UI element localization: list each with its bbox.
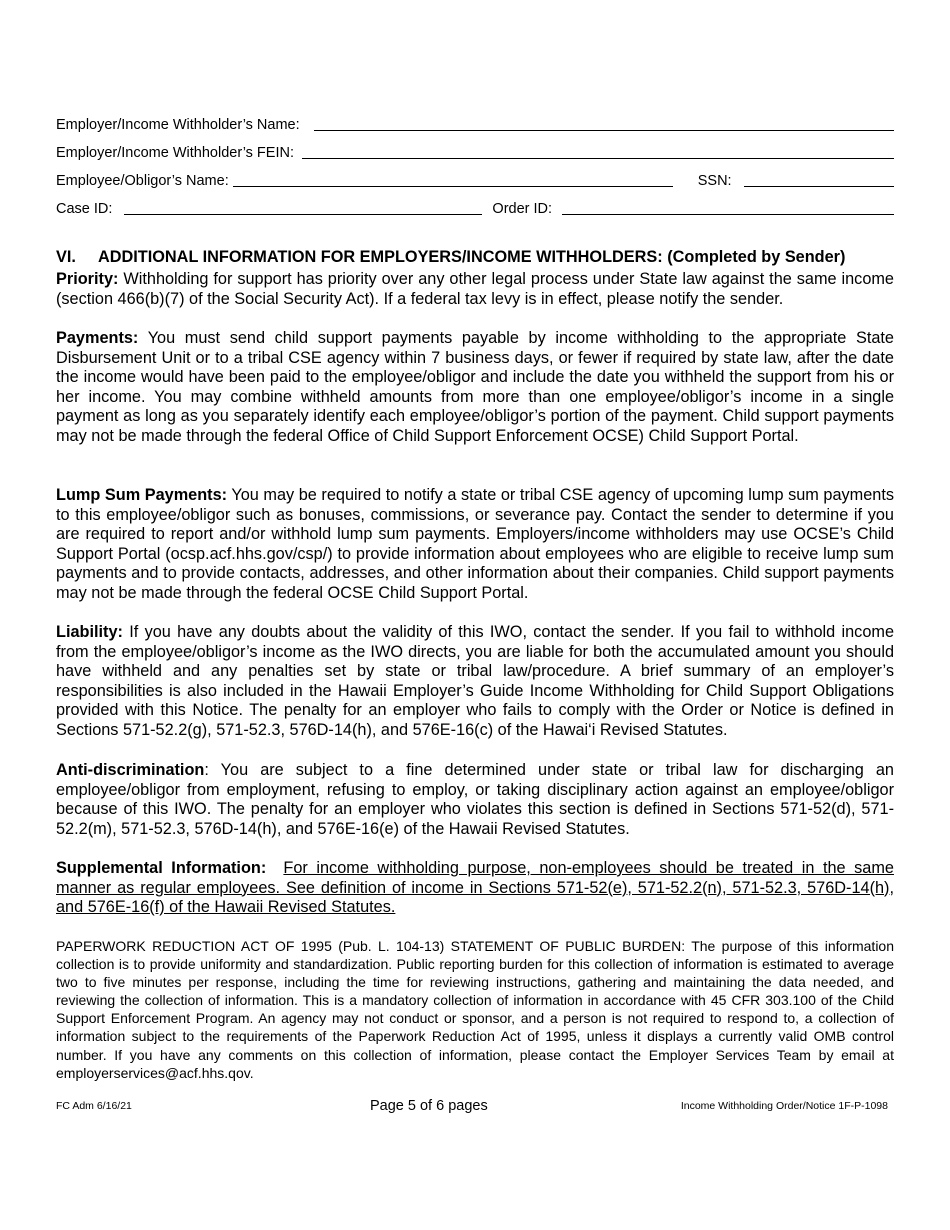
employee-name-field[interactable] [233, 172, 673, 187]
form-title: Income Withholding Order/Notice 1F-P-1098 [680, 1100, 888, 1112]
payments-text: You must send child support payments payable by income withholding to the appropriate State Disbursement Unit or to a tribal CSE agency within 7 business days, or fewer if required by state law, after the date the income would have been paid to the employee/obligor and include the date you withheld the support from his or her income. You may combine withheld amounts from more than one employee/obligor’s income in a single payment as long as you separately identify each employee/obligor’s portion of the payment. Child support payments may not be made through the federal Office of Child Support Enforcement OCSE) Child Support Portal. [56, 329, 894, 445]
priority-text: Withholding for support has priority over any other legal process under State law against the same income (section 466(b)(7) of the Social Security Act). If a federal tax levy is in effect, please notify the sender. [56, 270, 894, 308]
ssn-label: SSN: [697, 173, 732, 189]
liability-paragraph [56, 623, 894, 741]
ssn-field[interactable] [744, 172, 894, 187]
liability-text: If you have any doubts about the validity of this IWO, contact the sender. If you fail to withhold income from the employee/obligor’s income as the IWO directs, you are liable for both the accumulated amount you should have withheld and any penalties set by state or tribal law/procedure. A brief summary of an employer’s responsibilities is also included in the Hawaii Employer’s Guide Income Withholding for Child Support Obligations provided with this Notice. The penalty for an employer who fails to comply with the Order or Notice is defined in Sections 571-52.2(g), 571-52.3, 576D-14(h), and 576E-16(c) of the Hawai‘i Revised Statutes. [56, 623, 894, 739]
employer-name-label: Employer/Income Withholder’s Name: [56, 117, 300, 133]
supplemental-paragraph [56, 859, 894, 918]
section-title: ADDITIONAL INFORMATION FOR EMPLOYERS/INCOME WITHHOLDERS: (Completed by Sender) [98, 248, 846, 266]
form-code: FC Adm 6/16/21 [56, 1100, 132, 1112]
lump-sum-heading: Lump Sum Payments: [56, 486, 228, 504]
order-id-label: Order ID: [492, 201, 553, 217]
anti-discrimination-text: : You are subject to a fine determined under state or tribal law for discharging an employee/obligor from employment, refusing to employ, or taking disciplinary action against an employee/obligor because of this IWO. The penalty for an employer who violates this section is defined in Sections 571-52(d), 571-52.2(m), 571-52.3, 576D-14(h), and 576E-16(e) of the Hawaii Revised Statutes. [56, 761, 894, 838]
lump-sum-paragraph [56, 486, 894, 604]
case-id-field[interactable] [124, 200, 482, 215]
employer-fein-label: Employer/Income Withholder’s FEIN: [56, 145, 294, 161]
anti-discrimination-heading: Anti-discrimination [56, 761, 205, 779]
employer-name-row [56, 114, 894, 134]
liability-heading: Liability: [56, 623, 123, 641]
paperwork-reduction-statement: PAPERWORK REDUCTION ACT OF 1995 (Pub. L. 104-13) STATEMENT OF PUBLIC BURDEN: The purpose of this information collection is to provide uniformity and standardization. Public reporting burden for this collection of information is estimated to average two to five minutes per response, including the time for reviewing instructions, gathering and maintaining the data needed, and reviewing the collection of information. This is a mandatory collection of information in accordance with 45 CFR 303.100 of the Child Support Enforcement Program. An agency may not conduct or sponsor, and a person is not required to respond to, a collection of information subject to the requirements of the Paperwork Reduction Act of 1995, unless it displays a currently valid OMB control number. If you have any comments on this collection of information, please contact the Employer Services Team by email at employerservices@acf.hhs.qov. [56, 938, 894, 1081]
payments-paragraph [56, 329, 894, 447]
supplemental-heading: Supplemental Information: [56, 859, 267, 877]
employer-fein-row [56, 142, 894, 162]
employee-name-label: Employee/Obligor’s Name: [56, 173, 229, 189]
section-heading [56, 247, 894, 267]
employee-name-row [56, 170, 894, 190]
employer-fein-field[interactable] [302, 144, 894, 159]
page-number: Page 5 of 6 pages [370, 1098, 488, 1114]
lump-sum-text: You may be required to notify a state or tribal CSE agency of upcoming lump sum payments to this employee/obligor such as bonuses, commissions, or severance pay. Contact the sender to determine if you are required to report and/or withhold lump sum payments. Employers/income withholders may use OCSE’s Child Support Portal (ocsp.acf.hhs.gov/csp/) to provide information about employees who are eligible to receive lump sum payments and to provide contacts, addresses, and other information about their companies. Child support payments may not be made through the federal OCSE Child Support Portal. [56, 486, 894, 602]
order-id-field[interactable] [562, 200, 894, 215]
payments-heading: Payments: [56, 329, 139, 347]
employer-name-field[interactable] [314, 116, 894, 131]
section-number: VI. [56, 248, 76, 266]
priority-heading: Priority: [56, 270, 119, 288]
case-id-label: Case ID: [56, 201, 113, 217]
anti-discrimination-paragraph [56, 761, 894, 839]
priority-paragraph [56, 270, 894, 309]
case-order-row [56, 198, 894, 218]
supplemental-text: For income withholding purpose, non-employees should be treated in the same manner as regular employees. See definition of income in Sections 571-52(e), 571-52.2(n), 571-52.3, 576D-14(h), and 576E-16(f) of the Hawaii Revised Statutes. [56, 859, 894, 917]
